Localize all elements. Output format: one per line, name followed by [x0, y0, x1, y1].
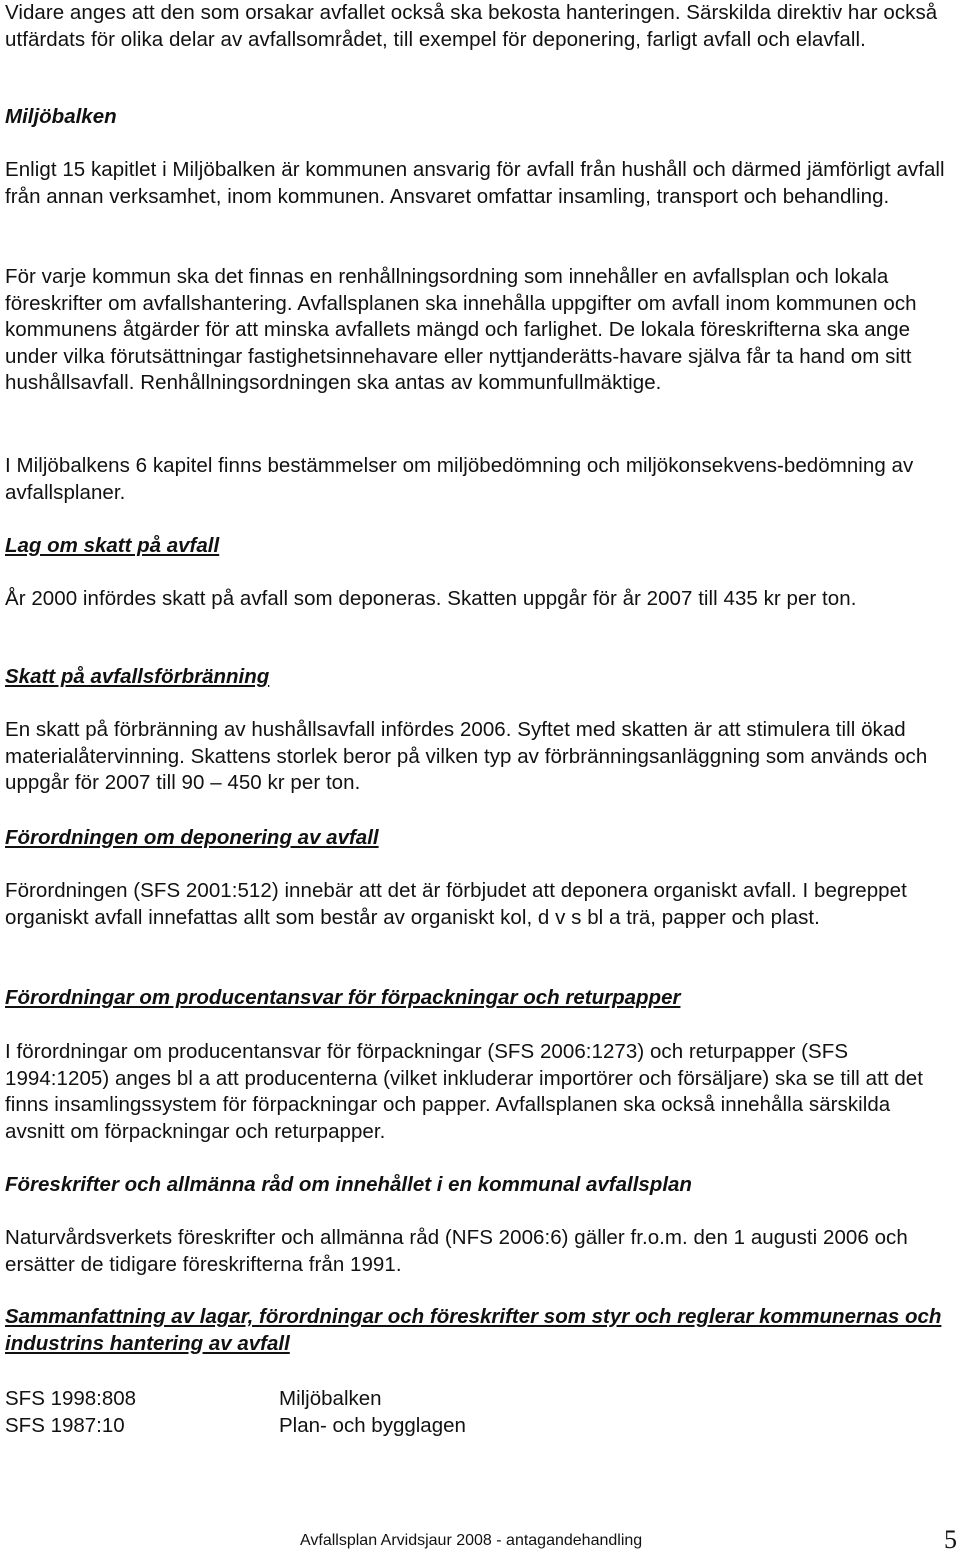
heading-deponering: Förordningen om deponering av avfall [5, 826, 379, 849]
heading-miljobalken: Miljöbalken [5, 105, 117, 128]
sfs-law-name: Plan- och bygglagen [279, 1413, 466, 1437]
sfs-law-name: Miljöbalken [279, 1387, 382, 1410]
heading-producentansvar: Förordningar om producentansvar för förpackningar och returpapper [5, 986, 681, 1009]
paragraph-miljobalken-2: För varje kommun ska det finnas en renhållningsordning som innehåller en avfallsplan och lokala föreskrifter om avfallshantering. Avfallsplanen ska innehålla uppgifter om avfall inom kommunen och kommunens åtgärder för att minska avfallets mängd och farlighet. De lokala föreskrifterna ska ange under vilka förutsättningar fastighetsinnehavare eller nyttjanderätts-havare själva får ta hand om sitt hushållsavfall. Renhållningsordningen ska antas av kommunfullmäktige. [5, 265, 917, 394]
paragraph-miljobalken-1: Enligt 15 kapitlet i Miljöbalken är kommunen ansvarig för avfall från hushåll och därmed jämförligt avfall från annan verksamhet, inom kommunen. Ansvaret omfattar insamling, transport och behandling. [5, 158, 945, 208]
paragraph-deponering: Förordningen (SFS 2001:512) innebär att det är förbjudet att deponera organiskt avfall. I begreppet organiskt avfall innefattas allt som består av organiskt kol, d v s bl a trä, papper och plast. [5, 879, 907, 929]
paragraph-foreskrifter: Naturvårdsverkets föreskrifter och allmänna råd (NFS 2006:6) gäller fr.o.m. den 1 augusti 2006 och ersätter de tidigare föreskrifterna från 1991. [5, 1226, 908, 1276]
paragraph-avfallsforbranning: En skatt på förbränning av hushållsavfall infördes 2006. Syftet med skatten är att stimulera till ökad materialåtervinning. Skattens storlek beror på vilken typ av förbränningsanläggning som används och uppgår för 2007 till 90 – 450 kr per ton. [5, 718, 928, 794]
heading-skatt-pa-avfall: Lag om skatt på avfall [5, 534, 220, 557]
sfs-list-item [5, 1386, 955, 1413]
paragraph-skatt-pa-avfall: År 2000 infördes skatt på avfall som deponeras. Skatten uppgår för år 2007 till 435 kr per ton. [5, 587, 857, 610]
sfs-code: SFS 1998:808 [5, 1387, 137, 1410]
intro-paragraph: Vidare anges att den som orsakar avfallet också ska bekosta hanteringen. Särskilda direktiv har också utfärdats för olika delar av avfallsområdet, till exempel för deponering, farligt avfall och elavfall. [5, 1, 938, 51]
page-number: 5 [944, 1525, 957, 1554]
footer-text: Avfallsplan Arvidsjaur 2008 - antagandehandling [300, 1532, 643, 1549]
paragraph-miljobalken-3: I Miljöbalkens 6 kapitel finns bestämmelser om miljöbedömning och miljökonsekvens-bedömning av avfallsplaner. [5, 454, 914, 504]
sfs-code: SFS 1987:10 [5, 1413, 125, 1437]
heading-sammanfattning: Sammanfattning av lagar, förordningar och föreskrifter som styr och reglerar kommunernas och industrins hantering av avfall [5, 1305, 942, 1355]
heading-avfallsforbranning: Skatt på avfallsförbränning [5, 665, 270, 688]
heading-foreskrifter: Föreskrifter och allmänna råd om innehållet i en kommunal avfallsplan [5, 1173, 692, 1196]
page-footer [0, 1524, 960, 1555]
sfs-list-item [5, 1413, 955, 1440]
paragraph-producentansvar: I förordningar om producentansvar för förpackningar (SFS 2006:1273) och returpapper (SFS 1994:1205) anges bl a att producenterna (vilket inkluderar importörer och försäljare) ska se till att det finns insamlingssystem för förpackningar och papper. Avfallsplanen ska också innehålla särskilda avsnitt om förpackningar och returpapper. [5, 1040, 923, 1143]
sfs-list [5, 1386, 955, 1439]
